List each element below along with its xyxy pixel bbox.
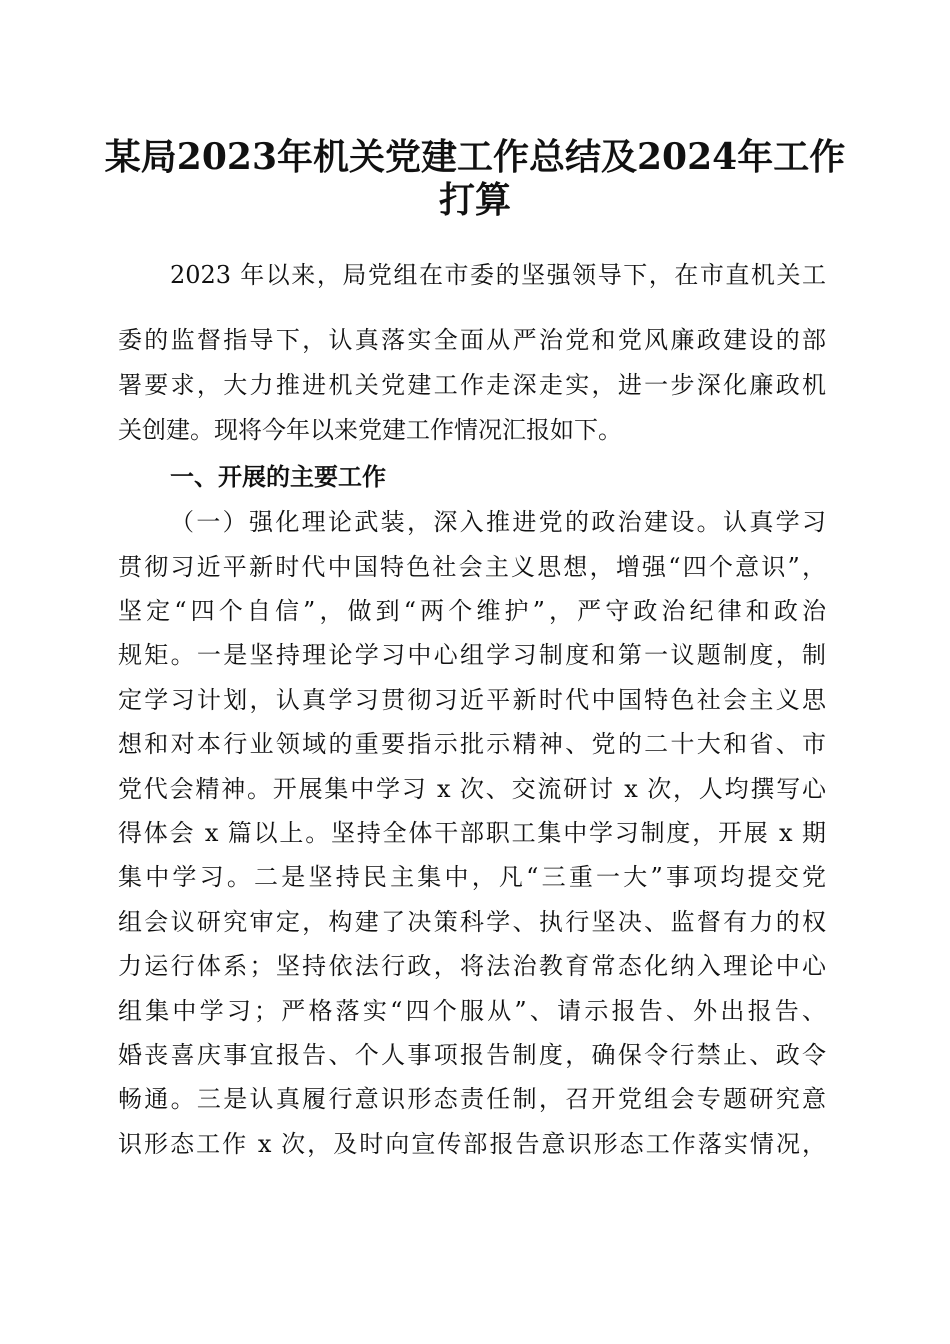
intro-line: 委的监督指导下，认真落实全面从严治党和党风廉政建设的部 [118,326,826,354]
section-1-line: 婚丧喜庆事宜报告、个人事项报告制度，确保令行禁止、政令 [118,1041,826,1069]
section-1-line: 党代会精神。开展集中学习 x 次、交流研讨 x 次，人均撰写心 [118,775,826,803]
section-1-line: （一）强化理论武装，深入推进党的政治建设。认真学习 [170,508,826,536]
section-heading: 一、开展的主要工作 [170,463,386,491]
section-1-line: 组会议研究审定，构建了决策科学、执行坚决、监督有力的权 [118,908,826,936]
document-title-line-1: 某局2023年机关党建工作总结及2024年工作 [104,136,846,178]
section-1-line: 定学习计划，认真学习贯彻习近平新时代中国特色社会主义思 [118,686,826,714]
section-1-line: 贯彻习近平新时代中国特色社会主义思想，增强“四个意识”， [118,553,826,581]
document-title-line-2: 打算 [438,179,511,221]
intro-line: 2023 年以来，局党组在市委的坚强领导下，在市直机关工 [170,261,826,289]
intro-line: 署要求，大力推进机关党建工作走深走实，进一步深化廉政机 [118,371,826,399]
section-1-line: 得体会 x 篇以上。坚持全体干部职工集中学习制度，开展 x 期 [118,819,826,847]
section-1-line: 组集中学习；严格落实“四个服从”、请示报告、外出报告、 [118,997,826,1025]
section-1-line: 识形态工作 x 次，及时向宣传部报告意识形态工作落实情况， [118,1130,826,1158]
section-1-line: 畅通。三是认真履行意识形态责任制，召开党组会专题研究意 [118,1085,826,1113]
section-1-line: 规矩。一是坚持理论学习中心组学习制度和第一议题制度，制 [118,641,826,669]
section-1-line: 想和对本行业领域的重要指示批示精神、党的二十大和省、市 [118,730,826,758]
section-1-line: 坚定“四个自信”，做到“两个维护”，严守政治纪律和政治 [118,597,826,625]
intro-line: 关创建。现将今年以来党建工作情况汇报如下。 [118,416,622,444]
section-1-line: 力运行体系；坚持依法行政，将法治教育常态化纳入理论中心 [118,952,826,980]
section-1-line: 集中学习。二是坚持民主集中，凡“三重一大”事项均提交党 [118,863,826,891]
